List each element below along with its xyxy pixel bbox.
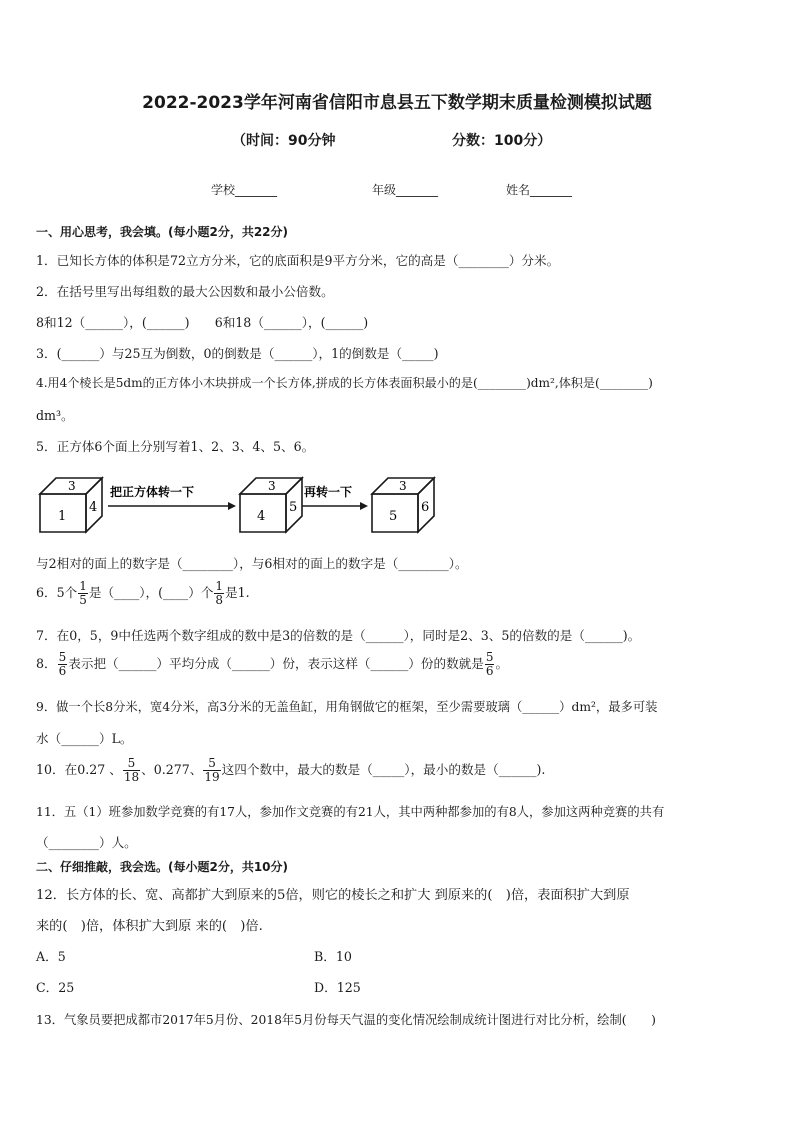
arrow-2-head [360, 502, 368, 510]
arrow-1-label: 把正方体转一下 [110, 485, 195, 499]
q6-fraction-1-denominator: 5 [79, 593, 87, 607]
section-2-heading: 二、仔细推敲，我会选。(每小题2分，共10分) [36, 860, 289, 874]
question-12-continued: 来的( )倍，体积扩大到原 来的( )倍. [36, 919, 263, 934]
question-10 [36, 757, 545, 784]
q10-fraction-1-denominator: 18 [123, 770, 140, 784]
arrow-1-head [228, 502, 236, 510]
q10-part-2: 、0.277、 [141, 762, 203, 777]
q8-part-1: 8． [36, 656, 57, 671]
time-label: （时间：90分钟 [232, 133, 336, 149]
grade-field: 年级_______ [372, 183, 439, 197]
cube-rotation-figure [38, 468, 438, 538]
q6-fraction-2-denominator: 8 [215, 593, 224, 607]
score-label: 分数：100分） [452, 133, 552, 149]
question-2: 2．在括号里写出每组数的最大公因数和最小公倍数。 [36, 284, 334, 299]
school-field: 学校_______ [211, 183, 278, 197]
question-4-continued: dm³。 [36, 408, 74, 423]
question-11-continued: （________）人。 [36, 835, 137, 850]
cube-3-top: 3 [399, 479, 407, 493]
question-11: 11．五（1）班参加数学竞赛的有17人，参加作文竞赛的有21人，其中两种都参加的有8人，参加这两种竞赛的共有 [36, 805, 665, 819]
q8-fraction-1-numerator: 5 [58, 650, 67, 664]
question-8 [36, 651, 508, 678]
q6-part-2: 是（____），(____）个 [88, 585, 214, 600]
q6-fraction-2-numerator: 1 [215, 579, 224, 593]
q10-fraction-2-denominator: 19 [204, 770, 220, 784]
question-1: 1．已知长方体的体积是72立方分米，它的底面积是9平方分米，它的高是（________）分米。 [36, 253, 560, 268]
q8-fraction-2-denominator: 6 [485, 664, 494, 678]
q10-fraction-1 [123, 757, 140, 784]
cube-1-top: 3 [68, 479, 76, 493]
name-field: 姓名_______ [506, 183, 573, 197]
q6-part-1: 6．5个 [36, 585, 78, 600]
cube-1-front: 1 [58, 509, 67, 524]
q10-part-3: 这四个数中，最大的数是（_____），最小的数是（______). [221, 762, 546, 777]
q10-part-1: 10．在0.27 、 [36, 762, 122, 777]
question-7: 7．在0，5，9中任选两个数字组成的数中是3的倍数的是（______），同时是2、3、5的倍数的是（______)。 [36, 628, 641, 643]
q6-fraction-1 [78, 580, 88, 607]
question-9-continued: 水（______）L。 [36, 731, 133, 746]
question-3: 3．(______）与25互为倒数，0的倒数是（______），1的倒数是（_____) [36, 346, 439, 361]
cube-1-side: 4 [89, 500, 98, 515]
q8-fraction-1-denominator: 6 [58, 664, 67, 678]
q10-fraction-2-numerator: 5 [208, 756, 216, 770]
q12-option-c: C．25 [36, 980, 75, 995]
q12-option-d: D．125 [314, 980, 361, 995]
q12-option-a: A．5 [36, 949, 66, 964]
arrow-2-label: 再转一下 [304, 485, 353, 499]
q8-fraction-2-numerator: 5 [485, 650, 494, 664]
q6-part-3: 是1. [225, 585, 250, 600]
cube-2-front: 4 [257, 509, 266, 524]
q10-fraction-1-numerator: 5 [127, 756, 136, 770]
question-4: 4.用4个棱长是5dm的正方体小木块拼成一个长方体,拼成的长方体表面积最小的是(________)dm²,体积是(________) [36, 376, 653, 390]
question-9: 9．做一个长8分米，宽4分米，高3分米的无盖鱼缸，用角钢做它的框架，至少需要玻璃（______）dm²，最多可装 [36, 700, 658, 714]
question-6 [36, 580, 250, 607]
cube-3-side: 6 [421, 500, 430, 515]
cube-2-side: 5 [289, 500, 298, 515]
question-2-blanks: 8和12（______），(______) 6和18（______），(______) [36, 315, 369, 330]
question-5-blanks: 与2相对的面上的数字是（________），与6相对的面上的数字是（________）。 [36, 556, 468, 571]
exam-title: 2022-2023学年河南省信阳市息县五下数学期末质量检测模拟试题 [142, 93, 652, 113]
cube-2-top: 3 [268, 479, 276, 493]
section-1-heading: 一、用心思考，我会填。(每小题2分，共22分) [36, 225, 289, 239]
q8-part-3: 。 [495, 656, 509, 671]
question-13: 13．气象员要把成都市2017年5月份、2018年5月份每天气温的变化情况绘制成统计图进行对比分析，绘制( ) [36, 1013, 656, 1027]
question-12: 12．长方体的长、宽、高都扩大到原来的5倍，则它的棱长之和扩大 到原来的( )倍，表面积扩大到原 [36, 888, 630, 903]
q12-option-b: B．10 [314, 949, 352, 964]
q8-fraction-1 [58, 651, 68, 678]
q6-fraction-1-numerator: 1 [79, 579, 87, 593]
q8-fraction-2 [485, 651, 495, 678]
q10-fraction-2 [203, 757, 220, 784]
question-5: 5．正方体6个面上分别写着1、2、3、4、5、6。 [36, 439, 315, 454]
cube-3-front: 5 [389, 509, 398, 524]
q6-fraction-2 [214, 580, 224, 607]
q8-part-2: 表示把（______）平均分成（______）份，表示这样（______）份的数就是 [68, 656, 484, 671]
